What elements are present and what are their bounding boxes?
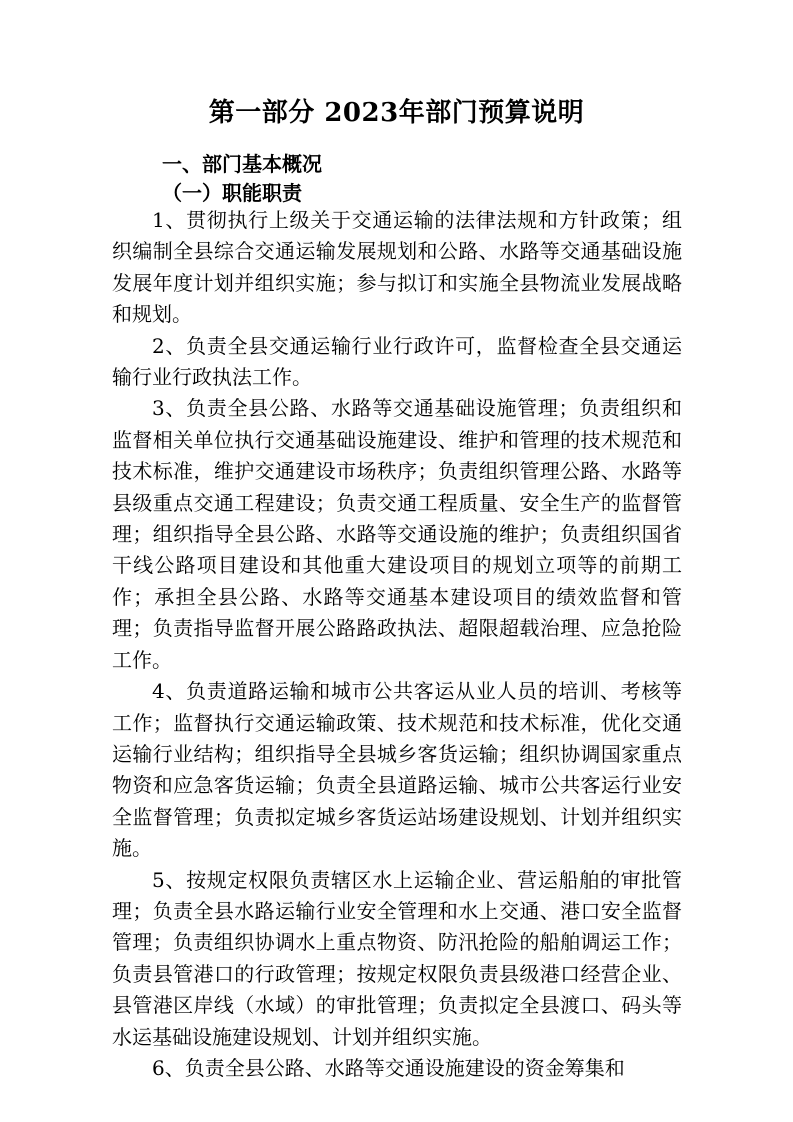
page-title: 第一部分 2023年部门预算说明: [208, 98, 585, 128]
paragraph-1: 1、贯彻执行上级关于交通运输的法律法规和方针政策；组织编制全县综合交通运输发展规划和公路、水路等交通基础设施发展年度计划并组织实施；参与拟订和实施全县物流业发展战略和规划。: [112, 208, 682, 327]
subsection-heading: （一）职能职责: [162, 181, 302, 205]
paragraph-5: 5、按规定权限负责辖区水上运输企业、营运船舶的审批管理；负责全县水路运输行业安全管理和水上交通、港口安全监督管理；负责组织协调水上重点物资、防汛抢险的船舶调运工作；负责县管港口的行政管理；按规定权限负责县级港口经营企业、县管港区岸线（水域）的审批管理；负责拟定全县渡口、码头等水运基础设施建设规划、计划并组织实施。: [112, 867, 682, 1049]
paragraph-6: 6、负责全县公路、水路等交通设施建设的资金筹集和: [152, 1055, 625, 1080]
paragraph-4: 4、负责道路运输和城市公共客运从业人员的培训、考核等工作；监督执行交通运输政策、技术规范和技术标准，优化交通运输行业结构；组织指导全县城乡客货运输；组织协调国家重点物资和应急客货运输；负责全县道路运输、城市公共客运行业安全监督管理；负责拟定城乡客货运站场建设规划、计划并组织实施。: [112, 679, 682, 861]
paragraph-2: 2、负责全县交通运输行业行政许可，监督检查全县交通运输行业行政执法工作。: [112, 333, 682, 390]
section-heading: 一、部门基本概况: [162, 152, 322, 176]
paragraph-3: 3、负责全县公路、水路等交通基础设施管理；负责组织和监督相关单位执行交通基础设施建设、维护和管理的技术规范和技术标准，维护交通建设市场秩序；负责组织管理公路、水路等县级重点交通工程建设；负责交通工程质量、安全生产的监督管理；组织指导全县公路、水路等交通设施的维护；负责组织国省干线公路项目建设和其他重大建设项目的规划立项等的前期工作；承担全县公路、水路等交通基本建设项目的绩效监督和管理；负责指导监督开展公路路政执法、超限超载治理、应急抢险工作。: [112, 396, 682, 672]
body-text: [112, 205, 682, 1084]
